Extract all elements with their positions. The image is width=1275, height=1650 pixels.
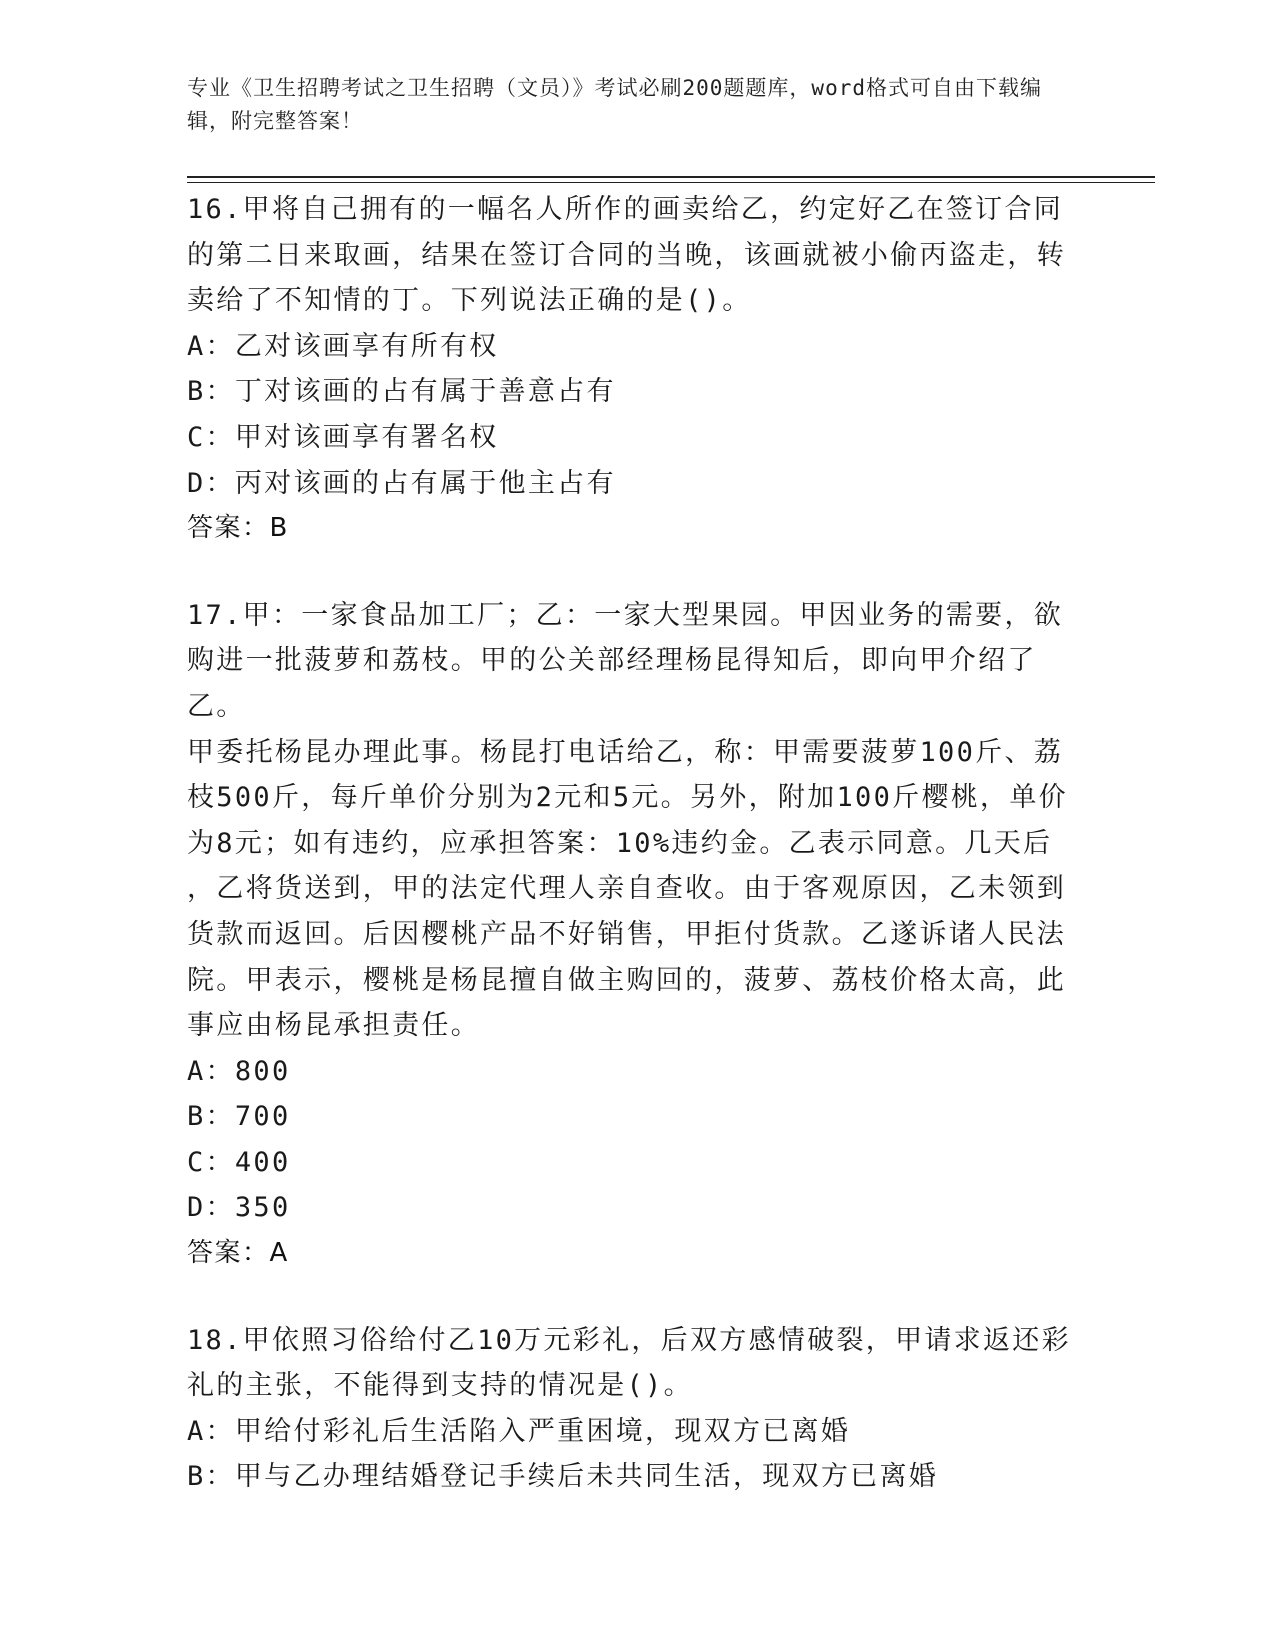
question-stem: 18.甲依照习俗给付乙10万元彩礼，后双方感情破裂，甲请求返还彩礼的主张，不能得到支持的情况是()。 — [187, 1324, 1071, 1402]
question-18 — [187, 1318, 1087, 1500]
option-c: C：400 — [187, 1146, 291, 1178]
option-a: A：800 — [187, 1055, 291, 1087]
option-d: D：350 — [187, 1192, 291, 1224]
answer-line: 答案：A — [187, 1238, 289, 1269]
option-b: B：700 — [187, 1101, 291, 1133]
header-rule-thin — [187, 182, 1155, 183]
answer-line: 答案：B — [187, 513, 289, 544]
option-d: D：丙对该画的占有属于他主占有 — [187, 467, 616, 499]
question-list — [187, 187, 1087, 1541]
option-a: A：乙对该画享有所有权 — [187, 330, 499, 362]
document-header: 专业《卫生招聘考试之卫生招聘（文员）》考试必刷200题题库，word格式可自由下载编辑，附完整答案！ — [187, 76, 1042, 133]
question-stem: 16.甲将自己拥有的一幅名人所作的画卖给乙，约定好乙在签订合同的第二日来取画，结果在签订合同的当晚，该画就被小偷丙盗走，转卖给了不知情的丁。下列说法正确的是()。 — [187, 194, 1066, 317]
option-b: B：甲与乙办理结婚登记手续后未共同生活，现双方已离婚 — [187, 1461, 939, 1493]
question-16 — [187, 187, 1087, 552]
option-c: C：甲对该画享有署名权 — [187, 421, 499, 453]
option-b: B：丁对该画的占有属于善意占有 — [187, 376, 616, 408]
header-rule-thick — [187, 176, 1155, 178]
question-stem: 17.甲：一家食品加工厂；乙：一家大型果园。甲因业务的需要，欲购进一批菠萝和荔枝。甲的公关部经理杨昆得知后，即向甲介绍了乙。 甲委托杨昆办理此事。杨昆打电话给乙，称：甲需要菠萝100斤、荔枝500斤，每斤单价分别为2元和5元。另外，附加100斤樱桃，单价为8元；如有违约，应承担答案：10%违约金。乙表示同意。几天后 ，乙将货送到，甲的法定代理人亲自查收。由于客观原因，乙未领到货款而返回。后因樱桃产品不好销售，甲拒付货款。乙遂诉诸人民法院。甲表示，樱桃是杨昆擅自做主购回的，菠萝、荔枝价格太高，此事应由杨昆承担责任。 — [187, 599, 1068, 1042]
question-17 — [187, 593, 1087, 1277]
option-a: A：甲给付彩礼后生活陷入严重困境，现双方已离婚 — [187, 1415, 851, 1447]
